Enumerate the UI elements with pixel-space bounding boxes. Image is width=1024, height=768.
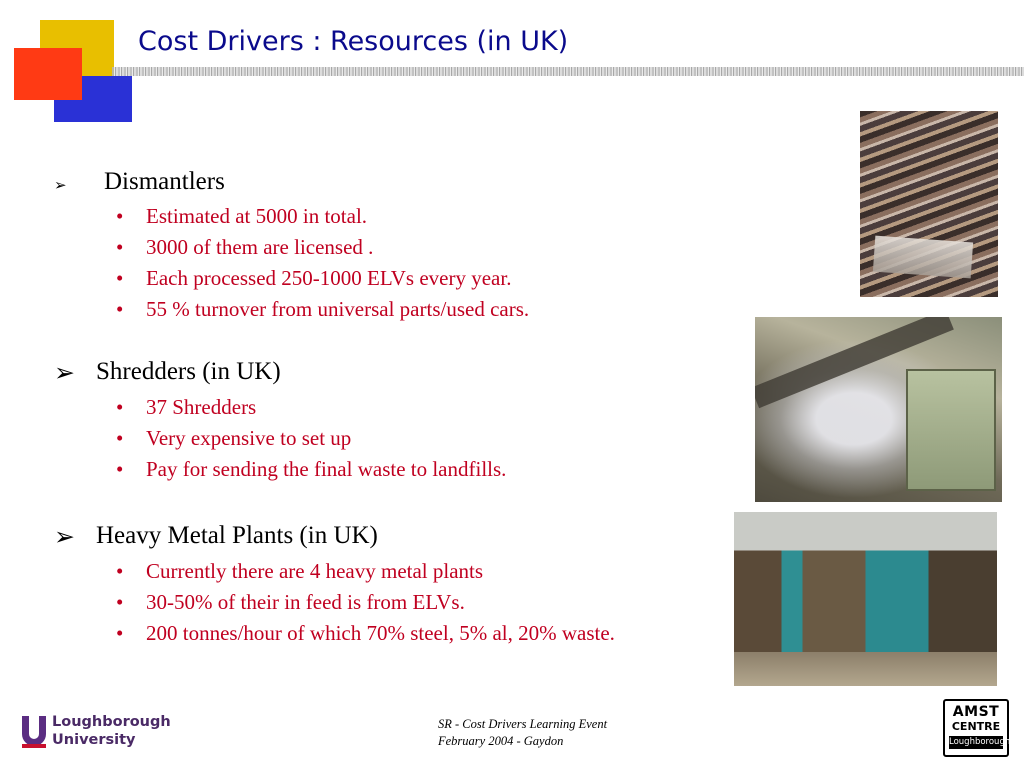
- loughborough-university-logo: [20, 713, 170, 753]
- university-name-line2: University: [52, 732, 136, 748]
- section-heading: Heavy Metal Plants (in UK): [96, 522, 378, 549]
- shredder-plant-photo: [755, 317, 1002, 502]
- bullet-list: [116, 201, 529, 325]
- list-item: • 30-50% of their in feed is from ELVs.: [116, 587, 615, 618]
- list-item: • Pay for sending the final waste to landfills.: [116, 454, 506, 485]
- section-heading: Shredders (in UK): [96, 358, 281, 385]
- decor-square-red: [14, 48, 82, 100]
- list-item: • Each processed 250-1000 ELVs every year.: [116, 263, 529, 294]
- list-item: • Very expensive to set up: [116, 423, 506, 454]
- list-item: • 3000 of them are licensed .: [116, 232, 529, 263]
- section-heading: Dismantlers: [104, 168, 225, 195]
- university-crest-icon: [20, 714, 48, 750]
- list-item: • Estimated at 5000 in total.: [116, 201, 529, 232]
- slide-title: Cost Drivers : Resources (in UK): [138, 26, 569, 57]
- amst-logo-line3: Loughborough: [949, 737, 1011, 747]
- arrow-bullet-icon: ➢: [54, 360, 75, 387]
- bullet-list: [116, 556, 615, 649]
- heavy-metal-plant-photo: [734, 512, 997, 686]
- arrow-bullet-icon: ➢: [54, 178, 67, 194]
- footer-text: [438, 716, 607, 750]
- scrap-cars-photo: [860, 111, 998, 297]
- amst-logo-line2: CENTRE: [951, 720, 1001, 733]
- amst-logo-line1: AMST: [952, 704, 1000, 720]
- bullet-list: [116, 392, 506, 485]
- footer-line-event: SR - Cost Drivers Learning Event: [438, 717, 608, 731]
- amst-centre-logo: [943, 699, 1009, 757]
- footer-line-date: February 2004 - Gaydon: [438, 734, 564, 748]
- university-name-line1: Loughborough: [52, 714, 171, 730]
- list-item: • Currently there are 4 heavy metal plants: [116, 556, 615, 587]
- arrow-bullet-icon: ➢: [54, 524, 75, 551]
- list-item: • 37 Shredders: [116, 392, 506, 423]
- list-item: • 55 % turnover from universal parts/used cars.: [116, 294, 529, 325]
- list-item: • 200 tonnes/hour of which 70% steel, 5% al, 20% waste.: [116, 618, 615, 649]
- title-divider: [112, 67, 1024, 76]
